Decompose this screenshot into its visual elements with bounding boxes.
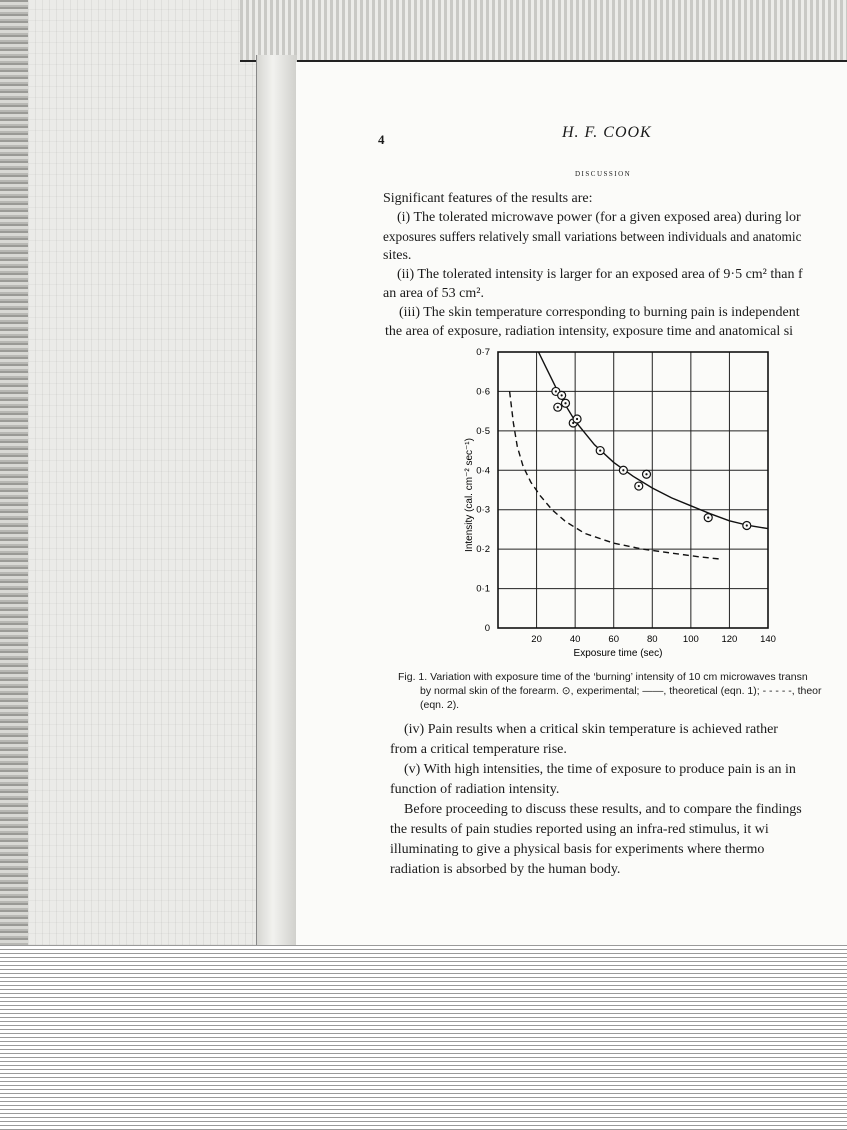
caption-line-2: by normal skin of the forearm. ⊙, experimental; ——, theoretical (eqn. 1); - - - - -, theor [420, 685, 822, 697]
y-tick-label: 0·4 [476, 465, 490, 477]
experimental-point [558, 391, 566, 399]
finding-5-line-1: (v) With high intensities, the time of exposure to produce pain is an in [404, 762, 796, 777]
caption-line-1: Fig. 1. Variation with exposure time of the ‘burning’ intensity of 10 cm microwaves transn [398, 671, 808, 683]
experimental-point [619, 466, 627, 474]
experimental-point [743, 521, 751, 529]
x-tick-label: 100 [682, 634, 699, 645]
finding-3-line-2: the area of exposure, radiation intensity, exposure time and anatomical si [385, 324, 794, 339]
scan-left-edge [0, 0, 28, 945]
intro-line: Significant features of the results are: [383, 191, 593, 206]
closing-line-3: illuminating to give a physical basis for experiments where thermo [390, 842, 765, 857]
experimental-point [554, 403, 562, 411]
page-header [378, 124, 818, 146]
experimental-point [643, 470, 651, 478]
finding-1-line-2: exposures suffers relatively small variations between individuals and anatomic [383, 229, 802, 244]
experimental-point [562, 399, 570, 407]
figure-1 [440, 340, 840, 660]
y-tick-label: 0·6 [476, 386, 490, 398]
y-axis-label: Intensity (cal. cm⁻² sec⁻¹) [464, 438, 475, 552]
x-tick-label: 40 [569, 634, 581, 645]
y-tick-label: 0·7 [476, 347, 490, 358]
page-number: 4 [378, 132, 385, 147]
x-axis-label: Exposure time (sec) [573, 648, 663, 659]
y-tick-label: 0·2 [476, 544, 490, 556]
theoretical-curve-eqn2 [510, 391, 720, 559]
experimental-point [635, 482, 643, 490]
scan-top-strip [240, 0, 847, 62]
x-tick-label: 80 [646, 634, 658, 645]
scan-bottom-area [0, 945, 847, 1130]
finding-2-line-1: (ii) The tolerated intensity is larger for an exposed area of 9·5 cm² than f [397, 267, 803, 282]
plot-frame [498, 352, 768, 628]
chart-intensity-vs-time [440, 340, 840, 660]
y-tick-label: 0·3 [476, 504, 490, 516]
experimental-point [596, 447, 604, 455]
finding-4-line-1: (iv) Pain results when a critical skin temperature is achieved rather [404, 722, 778, 737]
y-tick-label: 0 [484, 623, 490, 634]
y-tick-label: 0·1 [476, 583, 490, 595]
caption-line-3: (eqn. 2). [420, 699, 460, 711]
finding-5-line-2: function of radiation intensity. [390, 782, 560, 797]
x-tick-label: 120 [721, 634, 738, 645]
section-title: discussion [575, 168, 632, 179]
scan-left-margin [0, 0, 300, 945]
closing-line-4: radiation is absorbed by the human body. [390, 862, 621, 877]
experimental-point [573, 415, 581, 423]
finding-1-line-1: (i) The tolerated microwave power (for a given exposed area) during lor [397, 210, 801, 225]
finding-3-line-1: (iii) The skin temperature corresponding to burning pain is independent [399, 305, 800, 320]
finding-1-line-3: sites. [383, 248, 412, 263]
running-head: H. F. COOK [562, 124, 652, 141]
figure-caption [398, 670, 847, 712]
x-tick-label: 140 [760, 634, 776, 645]
experimental-point [704, 514, 712, 522]
book-spine [256, 55, 297, 945]
closing-line-2: the results of pain studies reported using an infra-red stimulus, it wi [390, 822, 769, 837]
y-tick-label: 0·5 [476, 425, 490, 437]
finding-2-line-2: an area of 53 cm². [383, 286, 484, 301]
closing-line-1: Before proceeding to discuss these results, and to compare the findings [404, 802, 802, 817]
x-tick-label: 20 [531, 634, 542, 645]
finding-4-line-2: from a critical temperature rise. [390, 742, 567, 757]
theoretical-curve-eqn1 [539, 352, 769, 529]
x-tick-label: 60 [608, 634, 620, 645]
